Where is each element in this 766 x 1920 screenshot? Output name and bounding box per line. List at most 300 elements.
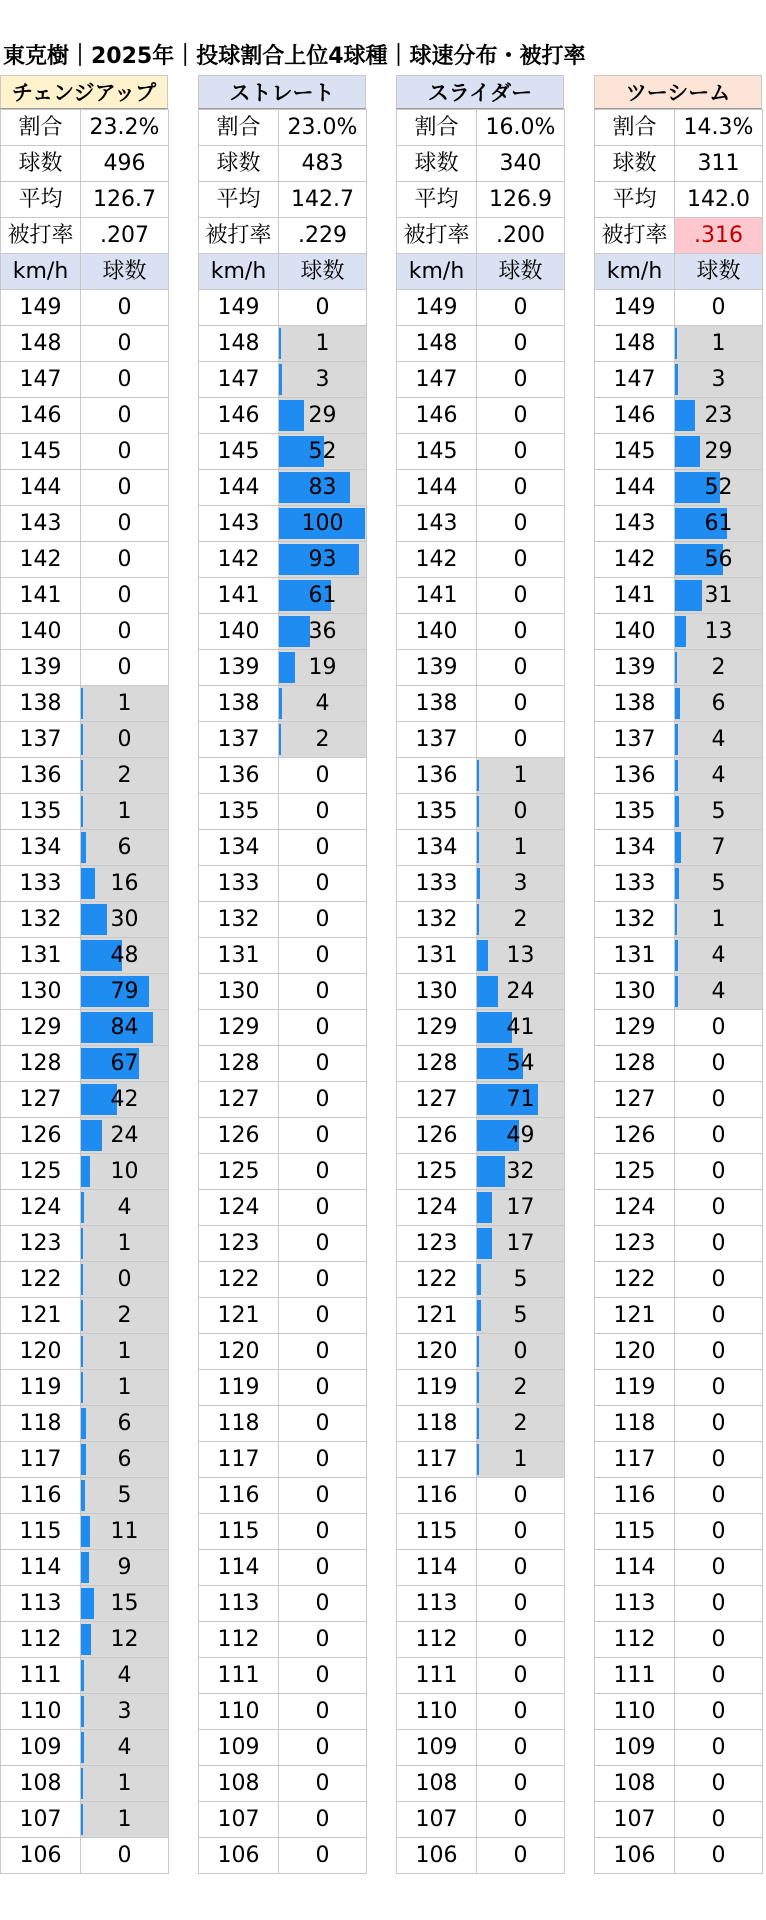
speed-label: 131 [397,938,477,974]
count-cell [81,866,169,902]
count-cell [477,1226,565,1262]
speed-label: 138 [595,686,675,722]
count-cell [279,506,367,542]
speed-label: 109 [595,1730,675,1766]
count-value: 84 [110,1015,139,1040]
count-value: 0 [711,1231,726,1256]
count-value: 0 [315,1735,330,1760]
speed-label: 130 [1,974,81,1010]
count-value: 100 [301,511,344,536]
count-value: 93 [308,547,337,572]
speed-row [595,326,763,362]
count-bar [81,1408,86,1439]
count-cell [675,1694,763,1730]
pitch-table [0,109,169,1874]
column-header-row [397,254,565,290]
speed-label: 124 [595,1190,675,1226]
count-bar [81,1660,84,1691]
pitch-name: ツーシーム [594,75,762,109]
speed-row [1,1046,169,1082]
speed-label: 111 [595,1658,675,1694]
speed-label: 148 [397,326,477,362]
speed-row [595,722,763,758]
speed-label: 122 [199,1262,279,1298]
count-cell [279,1298,367,1334]
speed-label: 129 [397,1010,477,1046]
count-cell [279,758,367,794]
speed-label: 146 [1,398,81,434]
stat-value: .229 [279,218,367,254]
count-value: 0 [315,1087,330,1112]
speed-label: 120 [397,1334,477,1370]
count-value: 0 [711,1303,726,1328]
count-bar [279,364,282,395]
speed-row [1,1262,169,1298]
count-value: 49 [506,1123,535,1148]
speed-row [1,866,169,902]
speed-row [595,578,763,614]
stat-label: 割合 [595,110,675,146]
count-cell [675,830,763,866]
count-value: 0 [513,583,528,608]
count-bar [477,796,479,827]
speed-row [199,1190,367,1226]
speed-label: 143 [397,506,477,542]
count-value: 5 [117,1483,132,1508]
speed-row [595,1442,763,1478]
speed-label: 122 [1,1262,81,1298]
count-bar [81,1588,94,1619]
count-value: 0 [315,1627,330,1652]
count-bar [675,940,678,971]
count-bar [675,400,695,431]
count-cell [477,1118,565,1154]
speed-label: 136 [595,758,675,794]
count-cell [279,434,367,470]
count-cell [675,1838,763,1874]
speed-label: 111 [1,1658,81,1694]
speed-row [1,290,169,326]
count-cell [675,614,763,650]
speed-row [397,470,565,506]
speed-label: 139 [397,650,477,686]
speed-row [397,1118,565,1154]
speed-label: 128 [595,1046,675,1082]
count-value: 0 [513,547,528,572]
count-cell [477,578,565,614]
stat-row [1,182,169,218]
speed-label: 108 [595,1766,675,1802]
speed-row [595,938,763,974]
stat-value: 483 [279,146,367,182]
count-value: 0 [513,511,528,536]
count-bar [81,1480,85,1511]
speed-row [397,1154,565,1190]
count-value: 0 [117,331,132,356]
count-cell [477,758,565,794]
count-cell [477,362,565,398]
count-bar [477,976,498,1007]
count-value: 1 [513,763,528,788]
count-value: 0 [315,1195,330,1220]
count-bar [81,1264,83,1295]
speed-label: 141 [595,578,675,614]
count-value: 0 [315,1843,330,1868]
speed-label: 147 [397,362,477,398]
stat-label: 割合 [1,110,81,146]
speed-label: 133 [1,866,81,902]
speed-label: 110 [199,1694,279,1730]
speed-row [397,1766,565,1802]
count-value: 4 [711,943,726,968]
count-cell [279,1334,367,1370]
count-bar [81,1336,83,1367]
count-cell [675,1046,763,1082]
speed-row [199,542,367,578]
speed-label: 130 [397,974,477,1010]
pitch-table [594,109,763,1874]
speed-row [397,542,565,578]
speed-label: 146 [397,398,477,434]
count-value: 0 [315,943,330,968]
speed-row [397,866,565,902]
speed-label: 139 [199,650,279,686]
count-cell [477,434,565,470]
count-bar [477,832,479,863]
count-cell [477,470,565,506]
speed-label: 108 [199,1766,279,1802]
speed-row [595,1550,763,1586]
count-cell [477,1010,565,1046]
count-value: 0 [315,1519,330,1544]
speed-row [1,1442,169,1478]
speed-row [1,434,169,470]
pitch-panel [594,75,762,1874]
count-bar [675,904,677,935]
count-cell [675,1550,763,1586]
count-value: 0 [117,727,132,752]
count-value: 24 [110,1123,139,1148]
count-cell [81,542,169,578]
count-value: 0 [117,619,132,644]
count-cell [81,398,169,434]
count-cell [279,794,367,830]
count-cell [477,686,565,722]
speed-label: 122 [595,1262,675,1298]
speed-label: 126 [199,1118,279,1154]
count-value: 0 [315,1339,330,1364]
count-bar [81,1768,83,1799]
count-bar [675,724,678,755]
stat-row [397,218,565,254]
count-value: 1 [513,1447,528,1472]
speed-row [397,902,565,938]
stat-row [397,110,565,146]
count-value: 6 [117,1447,132,1472]
speed-row [199,1514,367,1550]
count-value: 0 [513,1699,528,1724]
count-cell [477,326,565,362]
speed-label: 123 [397,1226,477,1262]
speed-row [199,722,367,758]
speed-row [1,1550,169,1586]
count-cell [675,1334,763,1370]
count-cell [477,1334,565,1370]
count-value: 0 [315,1375,330,1400]
speed-label: 126 [595,1118,675,1154]
count-value: 13 [704,619,733,644]
speed-label: 146 [595,398,675,434]
count-cell [477,830,565,866]
count-cell [477,1586,565,1622]
speed-row [595,1298,763,1334]
speed-row [397,290,565,326]
speed-label: 112 [595,1622,675,1658]
speed-row [199,506,367,542]
count-cell [81,758,169,794]
speed-row [397,1658,565,1694]
count-value: 4 [117,1663,132,1688]
speed-label: 124 [397,1190,477,1226]
stat-row [1,218,169,254]
count-value: 9 [117,1555,132,1580]
speed-label: 115 [397,1514,477,1550]
speed-row [1,722,169,758]
speed-label: 122 [397,1262,477,1298]
speed-label: 142 [1,542,81,578]
speed-label: 123 [595,1226,675,1262]
count-value: 19 [308,655,337,680]
count-cell [81,1838,169,1874]
count-value: 24 [506,979,535,1004]
count-cell [279,866,367,902]
speed-row [595,542,763,578]
count-value: 67 [110,1051,139,1076]
speed-label: 145 [199,434,279,470]
count-cell [81,1334,169,1370]
speed-label: 116 [595,1478,675,1514]
count-value: 0 [513,1771,528,1796]
speed-label: 110 [595,1694,675,1730]
count-bar [81,1192,84,1223]
count-cell [81,1514,169,1550]
speed-label: 117 [1,1442,81,1478]
stat-value: 340 [477,146,565,182]
stat-label: 球数 [199,146,279,182]
count-value: 0 [117,403,132,428]
count-bar [477,1408,479,1439]
count-bar [81,1696,84,1727]
speed-row [1,1082,169,1118]
speed-row [199,1550,367,1586]
speed-row [199,362,367,398]
stat-value: 23.2% [81,110,169,146]
count-value: 0 [711,1339,726,1364]
speed-row [199,290,367,326]
speed-label: 125 [1,1154,81,1190]
speed-row [199,758,367,794]
count-value: 48 [110,943,139,968]
speed-row [595,1622,763,1658]
speed-label: 123 [1,1226,81,1262]
stat-label: 平均 [199,182,279,218]
speed-label: 114 [397,1550,477,1586]
count-cell [477,1478,565,1514]
speed-label: 113 [595,1586,675,1622]
count-bar [477,1192,492,1223]
stat-value: 126.7 [81,182,169,218]
speed-row [595,686,763,722]
speed-label: 109 [1,1730,81,1766]
speed-row [397,1514,565,1550]
speed-row [397,1334,565,1370]
speed-label: 120 [199,1334,279,1370]
speed-row [397,1802,565,1838]
count-value: 0 [315,1591,330,1616]
stat-value: 16.0% [477,110,565,146]
count-cell [279,1406,367,1442]
speed-label: 142 [397,542,477,578]
speed-label: 129 [595,1010,675,1046]
speed-row [397,506,565,542]
speed-row [1,1226,169,1262]
speed-label: 137 [199,722,279,758]
count-cell [675,506,763,542]
count-cell [279,938,367,974]
speed-row [595,902,763,938]
count-cell [81,362,169,398]
pitch-table [198,109,367,1874]
stat-row [595,146,763,182]
count-bar [675,652,677,683]
count-value: 0 [117,583,132,608]
speed-row [199,1010,367,1046]
speed-label: 106 [199,1838,279,1874]
count-value: 0 [711,1375,726,1400]
count-bar [81,1300,83,1331]
count-bar [675,364,678,395]
speed-label: 149 [397,290,477,326]
count-value: 0 [513,295,528,320]
speed-row [397,1406,565,1442]
speed-row [397,974,565,1010]
count-value: 0 [315,1231,330,1256]
speed-label: 145 [397,434,477,470]
speed-label: 143 [595,506,675,542]
count-value: 0 [711,1735,726,1760]
count-value: 0 [711,1591,726,1616]
count-value: 7 [711,835,726,860]
speed-row [1,1478,169,1514]
speed-row [397,1298,565,1334]
count-cell [675,434,763,470]
speed-row [397,1226,565,1262]
speed-label: 124 [1,1190,81,1226]
speed-row [595,506,763,542]
speed-row [397,938,565,974]
speed-row [595,1046,763,1082]
count-bar [81,904,107,935]
speed-row [199,1586,367,1622]
count-cell [279,1730,367,1766]
count-cell [279,1586,367,1622]
count-value: 0 [711,1087,726,1112]
count-cell [81,1442,169,1478]
count-value: 0 [315,1663,330,1688]
count-cell [279,830,367,866]
count-cell [675,1622,763,1658]
count-value: 0 [117,655,132,680]
count-cell [477,1514,565,1550]
speed-label: 134 [397,830,477,866]
count-cell [477,1154,565,1190]
count-cell [477,1406,565,1442]
count-value: 0 [513,1591,528,1616]
count-bar [477,760,479,791]
count-value: 0 [711,1411,726,1436]
speed-label: 119 [595,1370,675,1406]
speed-label: 138 [397,686,477,722]
speed-row [595,794,763,830]
count-cell [81,578,169,614]
count-cell [81,938,169,974]
speed-label: 149 [199,290,279,326]
count-bar [279,400,304,431]
count-value: 0 [513,619,528,644]
speed-row [1,1802,169,1838]
speed-row [1,758,169,794]
speed-row [397,326,565,362]
pitch-panel [0,75,168,1874]
speed-row [1,1514,169,1550]
count-cell [81,1622,169,1658]
count-cell [279,1046,367,1082]
speed-label: 114 [595,1550,675,1586]
count-cell [477,1046,565,1082]
pitch-name: ストレート [198,75,366,109]
speed-row [1,1838,169,1874]
count-value: 0 [315,835,330,860]
count-cell [279,1154,367,1190]
count-value: 30 [110,907,139,932]
count-value: 0 [711,1699,726,1724]
count-cell [81,614,169,650]
count-value: 0 [315,295,330,320]
count-value: 0 [513,1807,528,1832]
speed-row [595,1586,763,1622]
count-value: 0 [513,1339,528,1364]
stat-row [199,182,367,218]
speed-label: 145 [595,434,675,470]
count-cell [477,1550,565,1586]
count-value: 41 [506,1015,535,1040]
count-value: 17 [506,1195,535,1220]
count-value: 0 [711,1627,726,1652]
count-bar [477,904,479,935]
count-value: 0 [513,1483,528,1508]
count-bar [279,616,310,647]
speed-row [1,794,169,830]
stat-row [595,182,763,218]
speed-row [199,614,367,650]
speed-label: 138 [199,686,279,722]
count-value: 0 [117,439,132,464]
speed-row [1,398,169,434]
count-cell [279,1262,367,1298]
speed-label: 137 [1,722,81,758]
speed-label: 143 [199,506,279,542]
speed-label: 106 [397,1838,477,1874]
